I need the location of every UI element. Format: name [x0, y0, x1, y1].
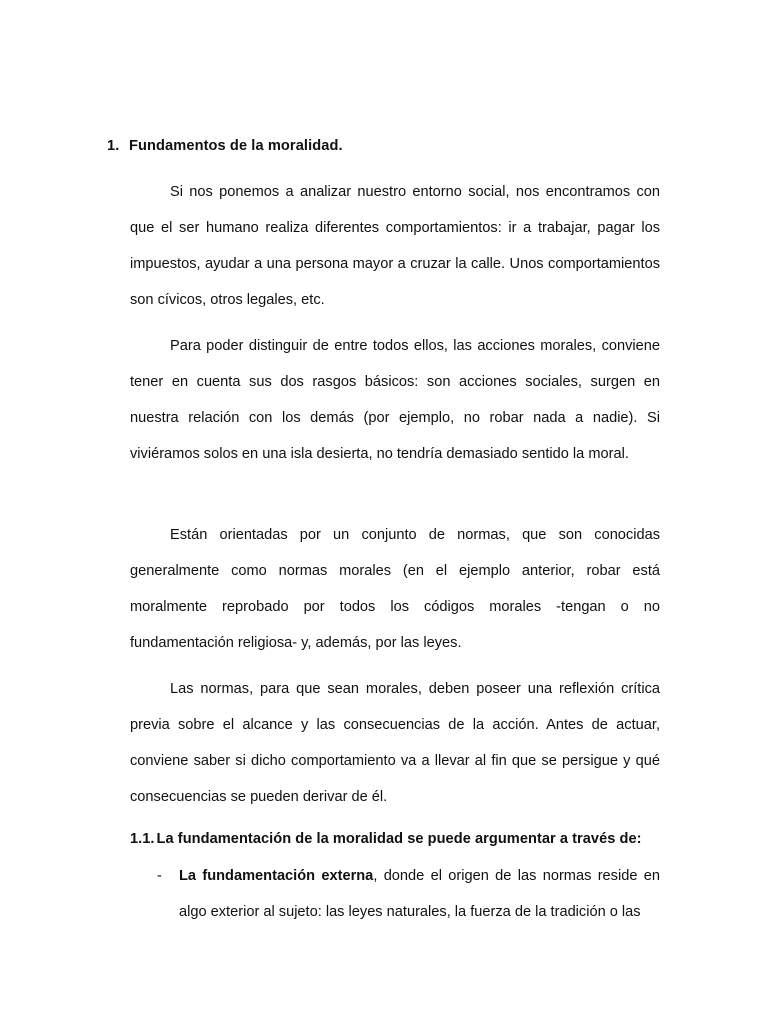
paragraph-1: Si nos ponemos a analizar nuestro entorno social, nos encontramos con que el ser humano realiza diferentes comportamientos: ir a trabajar, pagar los impuestos, ayudar a una persona mayor a cruzar la calle. Unos comportamientos son cívicos, otros legales, etc. [130, 184, 660, 308]
subsection-number: 1.1. [130, 831, 155, 847]
paragraph-2: Para poder distinguir de entre todos ellos, las acciones morales, conviene tener en cuenta sus dos rasgos básicos: son acciones sociales, surgen en nuestra relación con los demás (por ejemplo, no robar nada a nadie). Si viviéramos solos en una isla desierta, no tendría demasiado sentido la moral. [130, 338, 660, 462]
paragraph-4: Las normas, para que sean morales, deben poseer una reflexión crítica previa sobre el alcance y las consecuencias de la acción. Antes de actuar, conviene saber si dicho comportamiento va a llevar al fin que se persigue y qué consecuencias se pueden derivar de él. [130, 681, 660, 805]
list-item-rest: , donde el origen de las normas reside en algo exterior al sujeto: las leyes naturales, la fuerza de la tradición o las [179, 868, 661, 920]
section-heading [107, 138, 343, 154]
subsection-title: La fundamentación de la moralidad se puede argumentar a través de: [156, 831, 642, 847]
subsection-heading [130, 831, 642, 847]
section-number: 1. [107, 138, 120, 154]
list-item-text [179, 858, 660, 930]
list-bullet: - [157, 868, 162, 884]
paragraph-3: Están orientadas por un conjunto de normas, que son conocidas generalmente como normas morales (en el ejemplo anterior, robar está moralmente reprobado por todos los códigos morales -tengan o no fundamentación religiosa- y, además, por las leyes. [130, 527, 660, 651]
section-title: Fundamentos de la moralidad. [129, 138, 343, 154]
list-item-bold: La fundamentación externa [179, 868, 374, 884]
